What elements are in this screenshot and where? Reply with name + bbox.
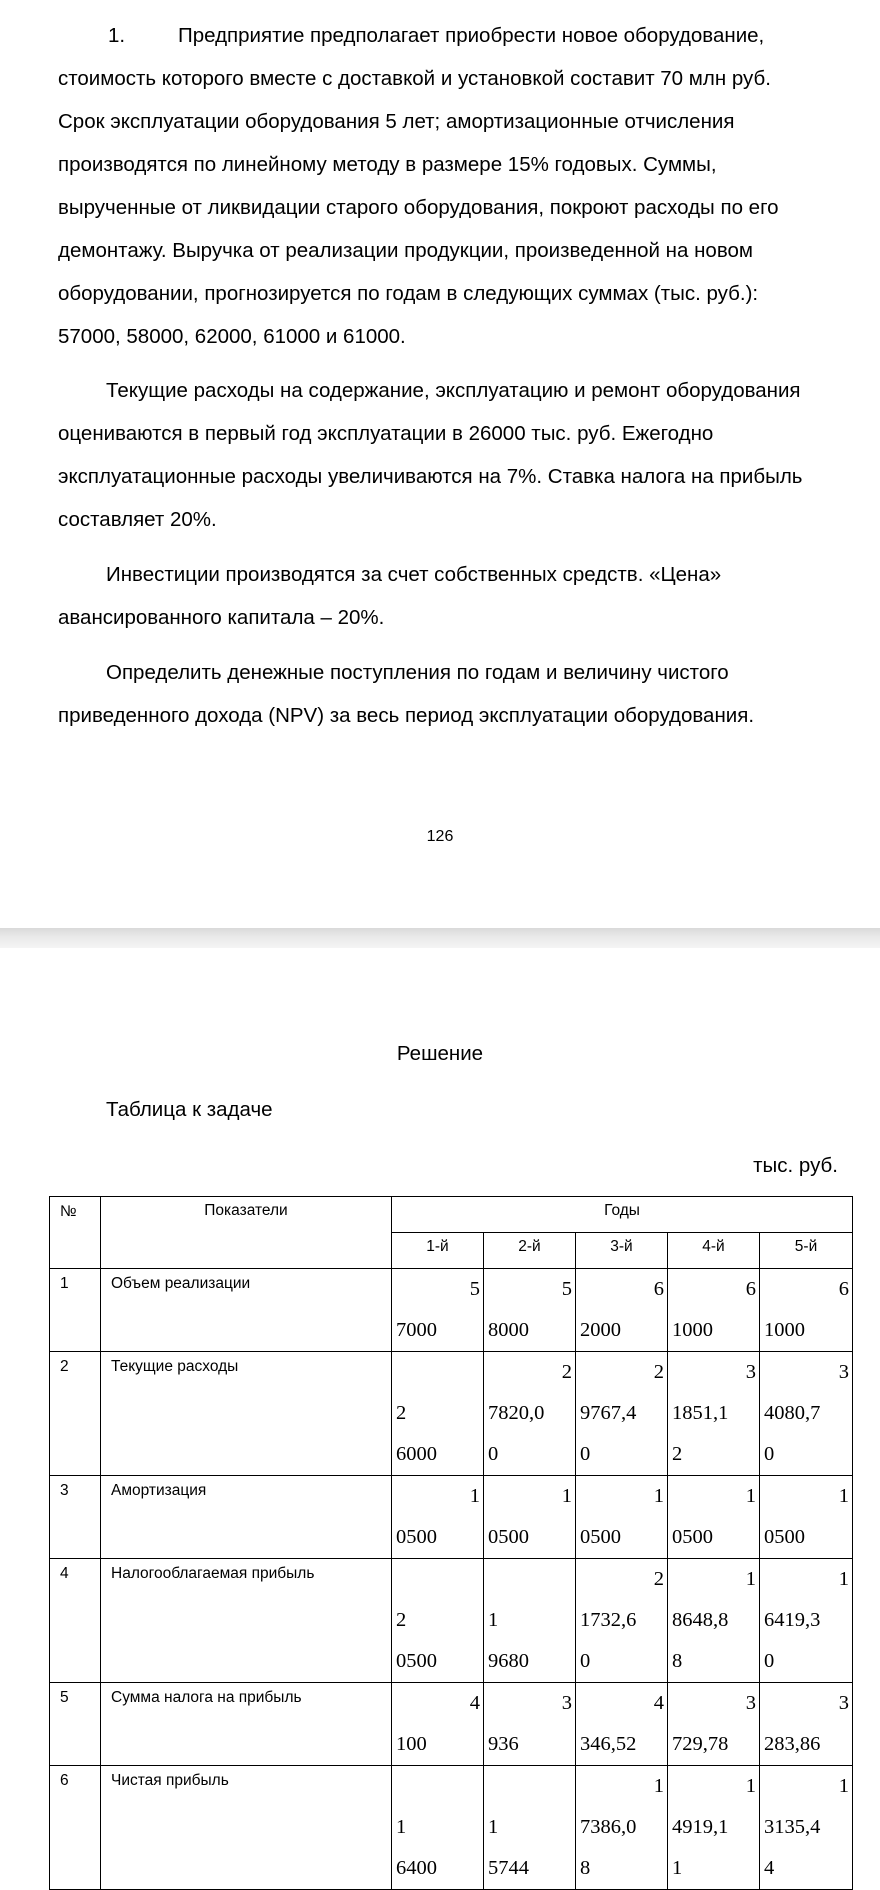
value-fragment bbox=[396, 1352, 480, 1393]
value-fragment: 6 bbox=[745, 1278, 756, 1300]
value-fragment: 5744 bbox=[488, 1857, 529, 1879]
table-body bbox=[50, 1269, 853, 1890]
value-cell bbox=[484, 1476, 576, 1559]
text-line: Срок эксплуатации оборудования 5 лет; амортизационные отчисления bbox=[58, 110, 735, 133]
value-fragment: 0500 bbox=[488, 1526, 529, 1548]
text-line: Текущие расходы на содержание, эксплуатацию и ремонт оборудования bbox=[106, 379, 801, 402]
value-fragment: 2 bbox=[396, 1609, 407, 1631]
value-cell bbox=[576, 1683, 668, 1766]
value-fragment: 0500 bbox=[764, 1526, 805, 1548]
row-number: 1 bbox=[50, 1269, 101, 1352]
value-fragment: 6000 bbox=[396, 1443, 437, 1465]
value-fragment: 1 bbox=[838, 1775, 850, 1797]
table-row bbox=[50, 1766, 853, 1890]
value-fragment: 1 bbox=[469, 1485, 480, 1507]
indicator-name: Сумма налога на прибыль bbox=[101, 1683, 392, 1766]
value-fragment: 1851,1 bbox=[672, 1402, 729, 1424]
value-fragment: 1732,6 bbox=[580, 1609, 637, 1631]
value-cell bbox=[760, 1683, 853, 1766]
value-fragment: 8 bbox=[580, 1857, 591, 1879]
document-page bbox=[0, 0, 880, 930]
row-number: 3 bbox=[50, 1476, 101, 1559]
value-cell bbox=[484, 1559, 576, 1683]
value-cell bbox=[392, 1559, 484, 1683]
text-line: эксплуатационные расходы увеличиваются на 7%. Ставка налога на прибыль bbox=[58, 465, 803, 488]
table-row bbox=[50, 1269, 853, 1352]
value-fragment: 283,86 bbox=[764, 1733, 821, 1755]
table-row bbox=[50, 1683, 853, 1766]
value-cell bbox=[668, 1352, 760, 1476]
header-year: 3-й bbox=[576, 1233, 668, 1269]
page-separator bbox=[0, 928, 880, 948]
value-cell bbox=[668, 1766, 760, 1890]
value-cell bbox=[576, 1559, 668, 1683]
value-fragment: 5 bbox=[469, 1278, 480, 1300]
value-fragment: 1000 bbox=[672, 1319, 713, 1341]
value-fragment: 1000 bbox=[764, 1319, 805, 1341]
indicator-name: Амортизация bbox=[101, 1476, 392, 1559]
value-cell bbox=[576, 1269, 668, 1352]
value-fragment: 4080,7 bbox=[764, 1402, 821, 1424]
table-caption: Таблица к задаче bbox=[106, 1098, 273, 1121]
value-fragment: 9680 bbox=[488, 1650, 529, 1672]
text-line: авансированного капитала – 20%. bbox=[58, 606, 385, 629]
value-fragment: 3 bbox=[745, 1361, 756, 1383]
header-year: 5-й bbox=[760, 1233, 853, 1269]
text-line: оборудовании, прогнозируется по годам в следующих суммах (тыс. руб.): bbox=[58, 282, 759, 305]
value-cell bbox=[668, 1559, 760, 1683]
value-fragment: 1 bbox=[745, 1568, 756, 1590]
indicator-name: Налогооблагаемая прибыль bbox=[101, 1559, 392, 1683]
text-line-content: Предприятие предполагает приобрести новое оборудование, bbox=[178, 24, 765, 47]
value-fragment: 4 bbox=[764, 1857, 775, 1879]
value-fragment: 729,78 bbox=[672, 1733, 729, 1755]
value-fragment: 936 bbox=[488, 1733, 519, 1755]
value-fragment: 8 bbox=[672, 1650, 683, 1672]
value-cell bbox=[484, 1766, 576, 1890]
text-line: демонтажу. Выручка от реализации продукции, произведенной на новом bbox=[58, 239, 753, 262]
indicator-name: Чистая прибыль bbox=[101, 1766, 392, 1890]
header-num: № bbox=[50, 1197, 101, 1269]
header-year: 1-й bbox=[392, 1233, 484, 1269]
table-row bbox=[50, 1559, 853, 1683]
value-cell bbox=[760, 1559, 853, 1683]
text-line: Определить денежные поступления по годам и величину чистого bbox=[106, 661, 729, 684]
units-label: тыс. руб. bbox=[753, 1154, 838, 1177]
header-years: Годы bbox=[392, 1197, 853, 1233]
value-fragment: 100 bbox=[396, 1733, 427, 1755]
value-fragment: 1 bbox=[745, 1775, 756, 1797]
value-fragment: 3135,4 bbox=[764, 1816, 821, 1838]
problem-number: 1. bbox=[108, 24, 126, 47]
value-fragment: 3 bbox=[838, 1361, 850, 1383]
value-fragment: 2 bbox=[561, 1361, 572, 1383]
problem-paragraph-1 bbox=[58, 14, 838, 358]
value-fragment: 0 bbox=[764, 1650, 775, 1672]
solution-table bbox=[49, 1196, 853, 1890]
value-cell bbox=[392, 1683, 484, 1766]
value-cell bbox=[484, 1352, 576, 1476]
value-fragment: 1 bbox=[488, 1816, 499, 1838]
problem-paragraph-3 bbox=[58, 553, 838, 639]
value-cell bbox=[760, 1766, 853, 1890]
value-cell bbox=[484, 1683, 576, 1766]
value-cell bbox=[392, 1352, 484, 1476]
value-fragment: 346,52 bbox=[580, 1733, 637, 1755]
value-fragment bbox=[488, 1766, 572, 1807]
value-cell bbox=[576, 1766, 668, 1890]
indicator-name: Объем реализации bbox=[101, 1269, 392, 1352]
text-line: оцениваются в первый год эксплуатации в 26000 тыс. руб. Ежегодно bbox=[58, 422, 714, 445]
value-fragment: 1 bbox=[672, 1857, 683, 1879]
text-line: приведенного дохода (NPV) за весь период эксплуатации оборудования. bbox=[58, 704, 755, 727]
value-fragment: 9767,4 bbox=[580, 1402, 637, 1424]
value-cell bbox=[668, 1476, 760, 1559]
text-line: составляет 20%. bbox=[58, 508, 217, 531]
value-fragment: 1 bbox=[653, 1485, 664, 1507]
value-fragment: 3 bbox=[745, 1692, 756, 1714]
value-fragment: 1 bbox=[838, 1485, 850, 1507]
value-fragment: 1 bbox=[396, 1816, 407, 1838]
problem-paragraph-4 bbox=[58, 651, 838, 737]
value-cell bbox=[576, 1352, 668, 1476]
header-indicators: Показатели bbox=[101, 1197, 392, 1269]
value-fragment: 0500 bbox=[672, 1526, 713, 1548]
value-fragment: 6419,3 bbox=[764, 1609, 821, 1631]
value-fragment: 3 bbox=[838, 1692, 850, 1714]
table-row bbox=[50, 1476, 853, 1559]
header-year: 2-й bbox=[484, 1233, 576, 1269]
value-cell bbox=[668, 1683, 760, 1766]
problem-paragraph-2 bbox=[58, 369, 838, 541]
value-fragment: 6 bbox=[838, 1278, 850, 1300]
value-cell bbox=[576, 1476, 668, 1559]
value-cell bbox=[392, 1269, 484, 1352]
indicator-name: Текущие расходы bbox=[101, 1352, 392, 1476]
row-number: 5 bbox=[50, 1683, 101, 1766]
value-fragment: 7386,0 bbox=[580, 1816, 637, 1838]
value-fragment: 2000 bbox=[580, 1319, 621, 1341]
value-fragment bbox=[488, 1559, 572, 1600]
value-fragment: 0 bbox=[764, 1443, 775, 1465]
table-row bbox=[50, 1352, 853, 1476]
text-line: 57000, 58000, 62000, 61000 и 61000. bbox=[58, 325, 406, 348]
solution-title: Решение bbox=[396, 1042, 484, 1065]
value-fragment: 7820,0 bbox=[488, 1402, 545, 1424]
text-line: стоимость которого вместе с доставкой и установкой составит 70 млн руб. bbox=[58, 67, 771, 90]
header-year: 4-й bbox=[668, 1233, 760, 1269]
row-number: 6 bbox=[50, 1766, 101, 1890]
table-header-row bbox=[50, 1197, 853, 1233]
value-fragment: 5 bbox=[561, 1278, 572, 1300]
value-fragment: 1 bbox=[745, 1485, 756, 1507]
text-line: Инвестиции производятся за счет собственных средств. «Цена» bbox=[106, 563, 722, 586]
value-fragment: 0 bbox=[580, 1650, 591, 1672]
value-fragment: 8000 bbox=[488, 1319, 529, 1341]
value-fragment: 3 bbox=[561, 1692, 572, 1714]
value-fragment: 0500 bbox=[580, 1526, 621, 1548]
value-fragment bbox=[396, 1559, 480, 1600]
text-line bbox=[58, 14, 838, 57]
value-cell bbox=[392, 1766, 484, 1890]
value-cell bbox=[760, 1269, 853, 1352]
row-number: 4 bbox=[50, 1559, 101, 1683]
value-cell bbox=[760, 1476, 853, 1559]
value-fragment: 1 bbox=[561, 1485, 572, 1507]
row-number: 2 bbox=[50, 1352, 101, 1476]
value-cell bbox=[668, 1269, 760, 1352]
value-fragment: 6 bbox=[653, 1278, 664, 1300]
value-cell bbox=[392, 1476, 484, 1559]
document-page bbox=[0, 948, 880, 1879]
page-number: 126 bbox=[426, 828, 454, 845]
text-line: вырученные от ликвидации старого оборудования, покроют расходы по его bbox=[58, 196, 779, 219]
value-fragment: 0 bbox=[488, 1443, 499, 1465]
value-fragment: 2 bbox=[672, 1443, 683, 1465]
value-fragment: 7000 bbox=[396, 1319, 437, 1341]
value-fragment: 1 bbox=[653, 1775, 664, 1797]
value-fragment: 4 bbox=[469, 1692, 480, 1714]
value-fragment: 0 bbox=[580, 1443, 591, 1465]
value-fragment: 8648,8 bbox=[672, 1609, 729, 1631]
value-fragment: 2 bbox=[653, 1361, 664, 1383]
value-fragment: 2 bbox=[396, 1402, 407, 1424]
value-fragment bbox=[396, 1766, 480, 1807]
value-cell bbox=[760, 1352, 853, 1476]
value-fragment: 4919,1 bbox=[672, 1816, 729, 1838]
value-fragment: 0500 bbox=[396, 1526, 437, 1548]
value-cell bbox=[484, 1269, 576, 1352]
value-fragment: 4 bbox=[653, 1692, 664, 1714]
value-fragment: 1 bbox=[838, 1568, 850, 1590]
value-fragment: 2 bbox=[653, 1568, 664, 1590]
value-fragment: 0500 bbox=[396, 1650, 437, 1672]
value-fragment: 6400 bbox=[396, 1857, 437, 1879]
value-fragment: 1 bbox=[488, 1609, 499, 1631]
text-line: производятся по линейному методу в размере 15% годовых. Суммы, bbox=[58, 153, 717, 176]
